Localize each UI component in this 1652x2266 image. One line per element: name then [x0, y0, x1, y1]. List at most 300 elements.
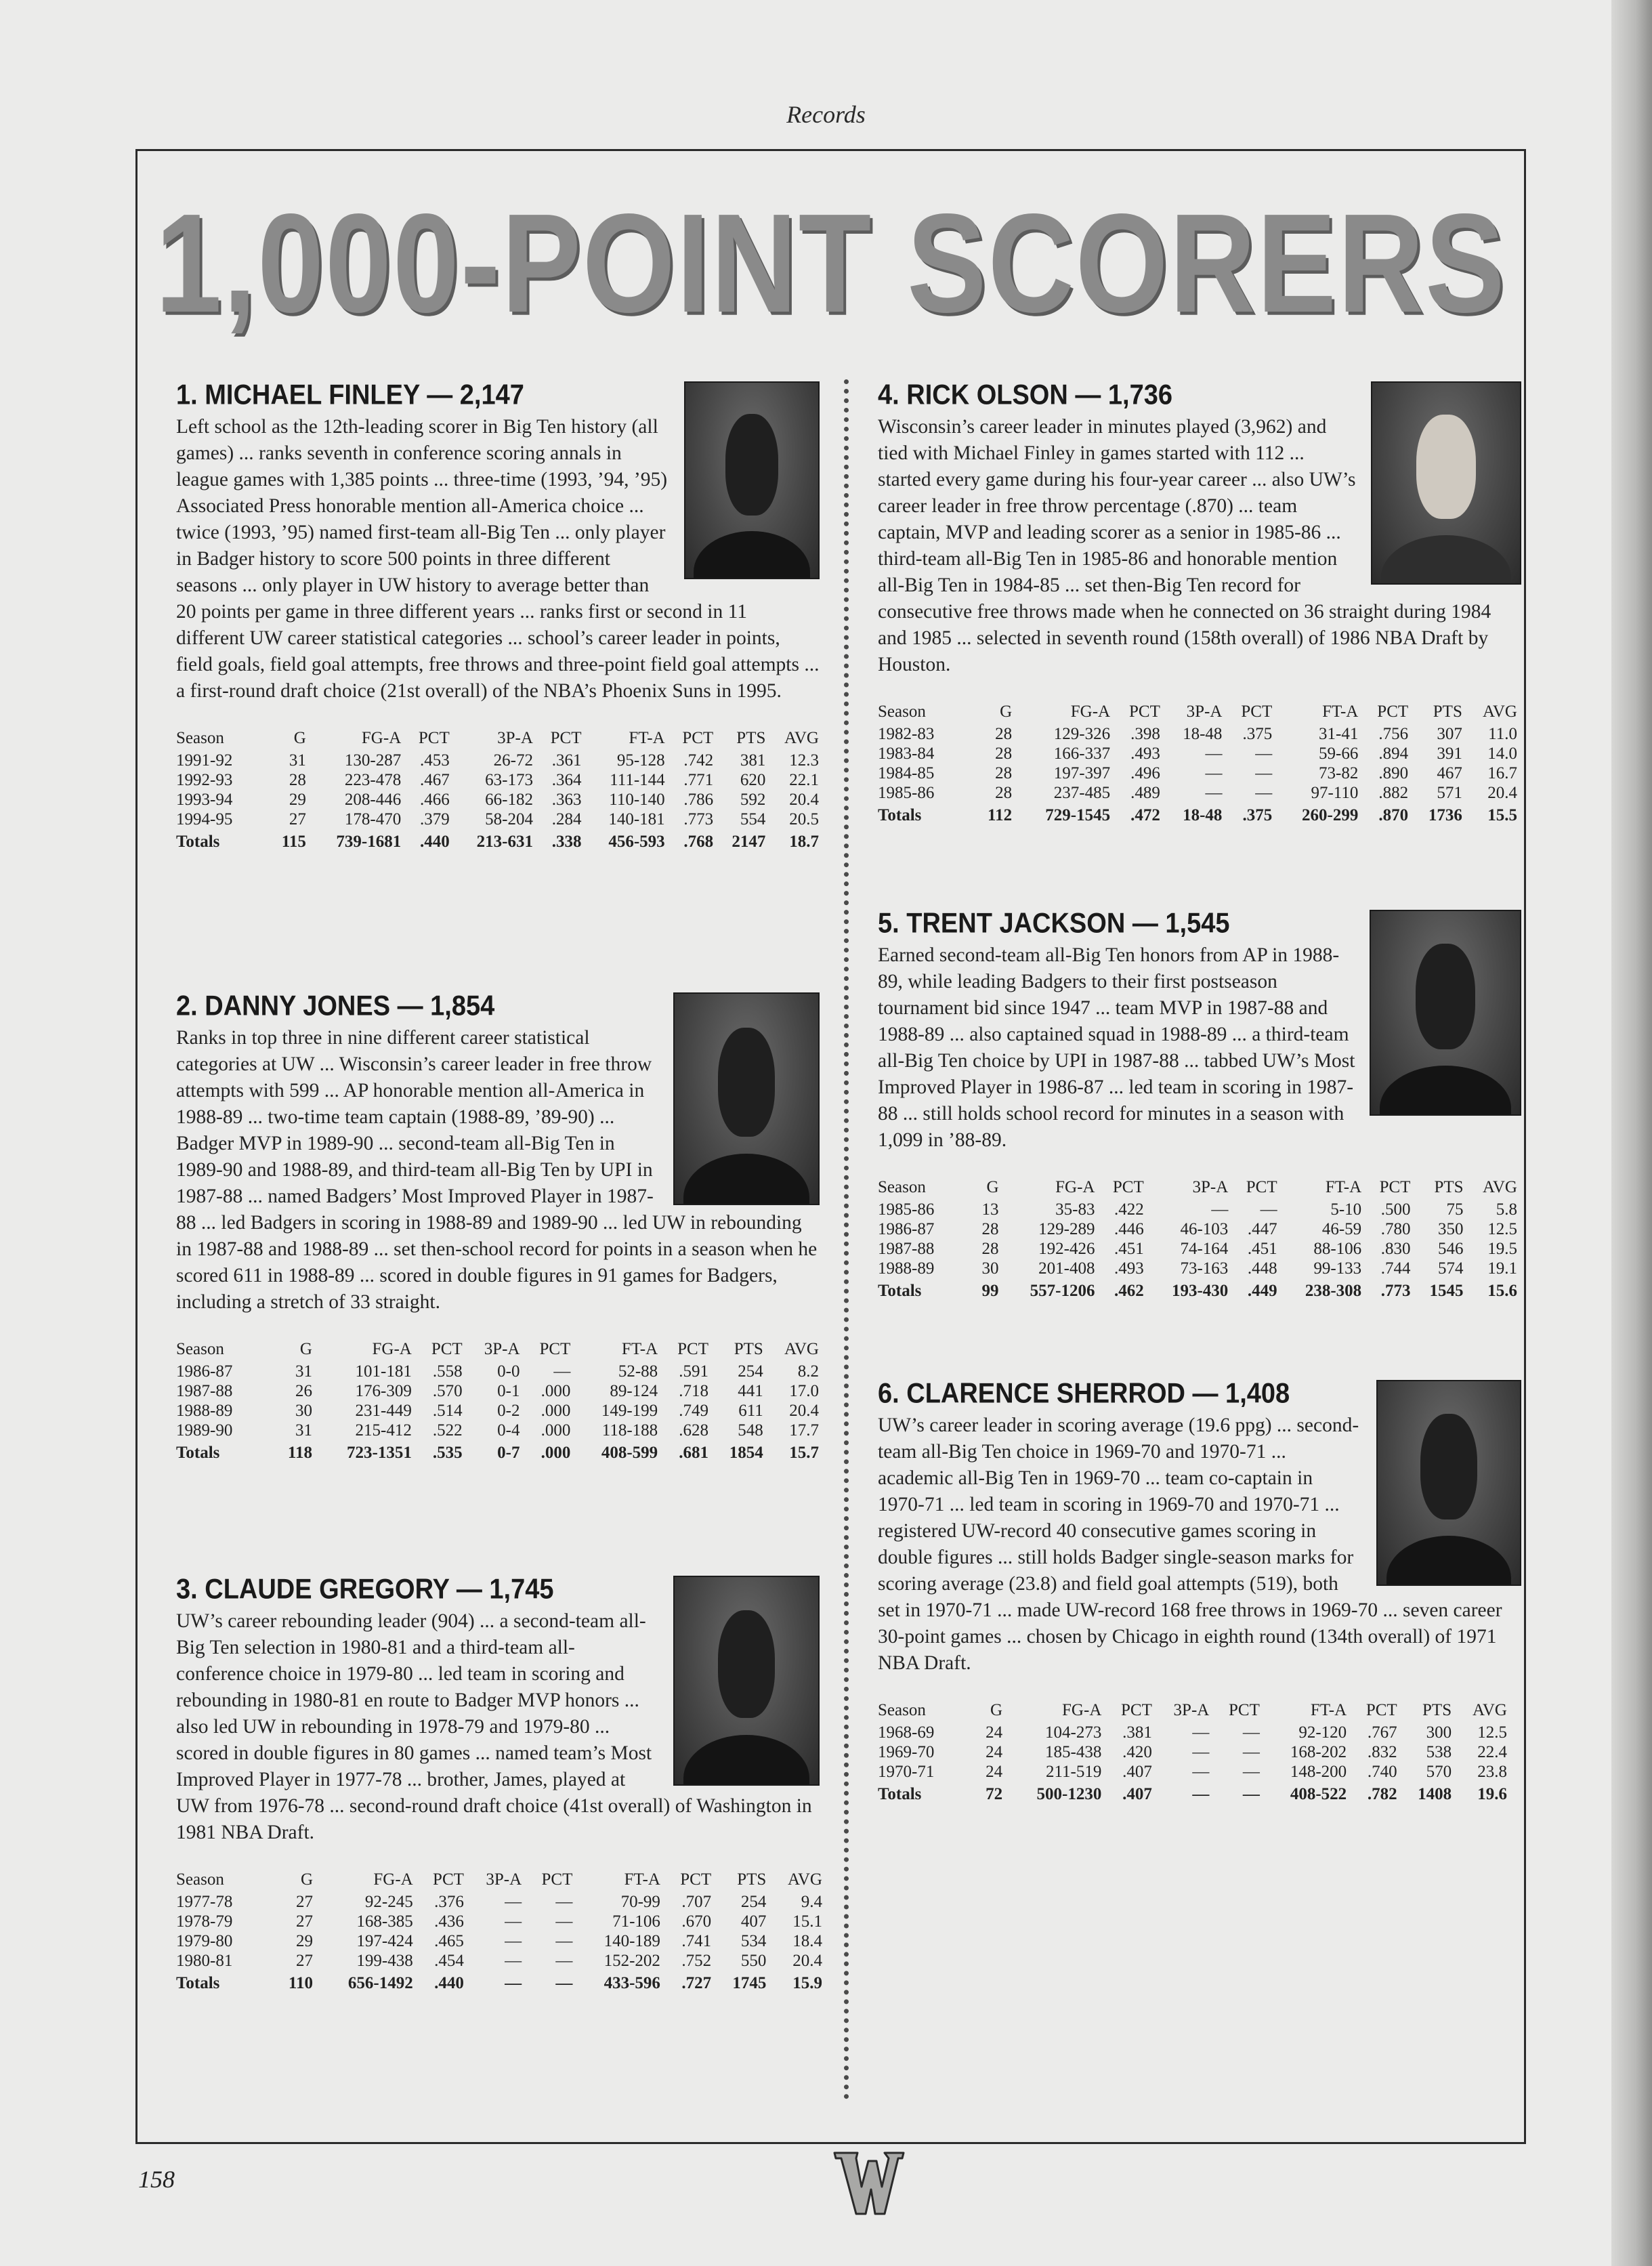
season-stats-table: [878, 1178, 1521, 1301]
stat-cell: 13: [981, 1200, 999, 1219]
column-header: Season: [878, 702, 926, 721]
stat-cell: .535: [432, 1444, 463, 1462]
stat-cell: 30: [981, 1259, 999, 1278]
stat-cell: 611: [738, 1402, 763, 1420]
stat-cell: 31: [289, 751, 306, 770]
table-row: [878, 783, 1521, 803]
stat-cell: 110-140: [609, 791, 665, 809]
stat-cell: 15.1: [792, 1912, 822, 1931]
stat-cell: .782: [1367, 1785, 1397, 1803]
stat-cell: .670: [681, 1912, 712, 1931]
stat-cell: .462: [1114, 1282, 1144, 1300]
player-entry-claude-gregory: [176, 1574, 820, 1993]
stat-cell: 254: [740, 1893, 767, 1911]
stat-cell: 1987-88: [176, 1382, 233, 1400]
player-entry-clarence-sherrod: [878, 1378, 1521, 1804]
column-header: AVG: [1483, 1178, 1517, 1196]
stat-cell: 28: [995, 744, 1013, 763]
stat-cell: 92-120: [1298, 1723, 1347, 1742]
player-bio: Earned second-team all-Big Ten honors from AP in 1988-89, while leading Badgers to their first postseason tournament bid since 1947 ... team MVP in 1987-88 and 1988-89 ... also captained squad in 1988-89 ... a third-team all-Big Ten choice by UPI in 1987-88 ... tabbed UW’s Most Improved Player in 1986-87 ... led team in scoring in 1987-88 ... still holds school record for minutes in a season with 1,099 in ’88-89.: [878, 944, 1355, 1151]
column-header: FT-A: [621, 1340, 658, 1358]
stat-cell: 27: [289, 810, 306, 828]
stat-cell: 1736: [1428, 806, 1462, 824]
column-header: PCT: [418, 729, 450, 747]
stat-cell: 1545: [1429, 1282, 1464, 1300]
page-edge-shadow: [1611, 0, 1652, 2266]
column-header: PCT: [1365, 1701, 1397, 1719]
stat-cell: .407: [1122, 1763, 1152, 1781]
stat-cell: 28: [995, 764, 1013, 782]
stat-cell: 408-522: [1290, 1785, 1347, 1803]
stat-cell: .451: [1247, 1240, 1277, 1258]
headshot-trent-jackson: [1370, 910, 1521, 1116]
stat-cell: 118-188: [601, 1421, 658, 1440]
column-header: PCT: [1121, 1701, 1152, 1719]
stat-cell: 15.6: [1487, 1282, 1517, 1300]
stat-cell: 14.0: [1487, 744, 1517, 763]
stat-cell: 18-48: [1183, 725, 1223, 743]
stat-cell: 1969-70: [878, 1743, 935, 1761]
column-header: Season: [176, 729, 224, 747]
stat-cell: .338: [551, 833, 582, 851]
stats-header-row: [176, 1340, 823, 1362]
season-stats-table: [176, 1340, 823, 1463]
stat-cell: .742: [683, 751, 714, 770]
player-entry-rick-olson: [878, 379, 1521, 825]
stats-header-row: [878, 1178, 1521, 1200]
column-header: PCT: [550, 729, 582, 747]
stat-cell: 0-4: [497, 1421, 520, 1440]
column-header: PCT: [1129, 702, 1160, 721]
stat-cell: .727: [681, 1974, 712, 1992]
stat-cell: 88-106: [1313, 1240, 1362, 1258]
stat-cell: 17.7: [789, 1421, 819, 1440]
stat-cell: 97-110: [1311, 784, 1359, 802]
stat-cell: 5.8: [1496, 1200, 1517, 1219]
column-header: PCT: [539, 1340, 571, 1358]
stat-cell: 1970-71: [878, 1763, 935, 1781]
stat-cell: 1977-78: [176, 1893, 233, 1911]
stat-cell: 467: [1437, 764, 1462, 782]
column-header: PCT: [1246, 1178, 1277, 1196]
column-header: 3P-A: [497, 729, 533, 747]
column-header: PCT: [1241, 702, 1273, 721]
stat-cell: 1987-88: [878, 1240, 935, 1258]
column-header: PTS: [736, 729, 766, 747]
stat-cell: 29: [296, 1932, 314, 1950]
stat-cell: 1968-69: [878, 1723, 935, 1742]
column-header: PCT: [1112, 1178, 1144, 1196]
stat-cell: .773: [1380, 1282, 1411, 1300]
table-row: [176, 810, 823, 829]
stat-cell: Totals: [878, 1785, 922, 1803]
column-header: G: [990, 1701, 1003, 1719]
column-header: AVG: [788, 1870, 822, 1889]
stat-cell: .570: [432, 1382, 463, 1400]
stat-cell: .882: [1378, 784, 1409, 802]
stat-cell: Totals: [176, 1444, 220, 1462]
stat-cell: Totals: [878, 1282, 922, 1300]
stat-cell: 300: [1426, 1723, 1452, 1742]
running-head: Records: [786, 101, 866, 128]
stat-cell: 89-124: [610, 1382, 658, 1400]
column-header: PTS: [1433, 702, 1462, 721]
stat-cell: —: [1192, 1785, 1210, 1803]
column-header: PCT: [677, 1340, 708, 1358]
stat-cell: 15.7: [789, 1444, 819, 1462]
stat-cell: .628: [679, 1421, 708, 1440]
stat-cell: .894: [1378, 744, 1409, 763]
stat-cell: 20.4: [1487, 784, 1517, 802]
column-header: FG-A: [372, 1340, 412, 1358]
stats-header-row: [176, 729, 823, 751]
stat-cell: Totals: [176, 833, 220, 851]
stat-cell: .558: [432, 1362, 463, 1381]
stat-cell: 441: [738, 1382, 763, 1400]
table-row: [176, 1381, 823, 1401]
stat-cell: 723-1351: [347, 1444, 412, 1462]
column-header: G: [986, 1178, 999, 1196]
stat-cell: 19.5: [1487, 1240, 1517, 1258]
stats-header-row: [878, 702, 1521, 724]
stat-cell: 407: [740, 1912, 767, 1931]
stat-cell: 201-408: [1038, 1259, 1095, 1278]
stat-cell: 20.5: [789, 810, 819, 828]
stat-cell: 178-470: [344, 810, 402, 828]
stat-cell: 30: [295, 1402, 312, 1420]
stat-cell: 99: [981, 1282, 999, 1300]
stat-cell: 17.0: [789, 1382, 819, 1400]
stat-cell: 46-103: [1180, 1220, 1229, 1238]
stat-cell: .364: [551, 771, 582, 789]
column-header: AVG: [1473, 1701, 1507, 1719]
stat-cell: 26: [295, 1382, 312, 1400]
stat-cell: 28: [981, 1240, 999, 1258]
stat-cell: 1992-93: [176, 771, 233, 789]
stat-cell: 199-438: [356, 1952, 413, 1970]
column-header: FG-A: [1070, 702, 1111, 721]
table-row: [176, 1401, 823, 1421]
stat-cell: .591: [679, 1362, 708, 1381]
stat-cell: 18.4: [792, 1932, 822, 1950]
stat-cell: 73-82: [1319, 764, 1359, 782]
stat-cell: —: [555, 1893, 573, 1911]
stat-cell: 215-412: [355, 1421, 412, 1440]
stat-cell: 24: [986, 1763, 1003, 1781]
stat-cell: .752: [681, 1952, 712, 1970]
column-header: FG-A: [361, 729, 402, 747]
stat-cell: .707: [681, 1893, 712, 1911]
stat-cell: .500: [1380, 1200, 1411, 1219]
stat-cell: 534: [740, 1932, 767, 1950]
stat-cell: 70-99: [620, 1893, 660, 1911]
stat-cell: 115: [281, 833, 306, 851]
stat-cell: 66-182: [485, 791, 533, 809]
stat-cell: .681: [679, 1444, 708, 1462]
stat-cell: 46-59: [1321, 1220, 1362, 1238]
column-header: Season: [176, 1870, 224, 1889]
stat-cell: .768: [683, 833, 714, 851]
stat-cell: 456-593: [608, 833, 665, 851]
stat-cell: 73-163: [1180, 1259, 1229, 1278]
stat-cell: 307: [1437, 725, 1462, 743]
column-header: FT-A: [624, 1870, 660, 1889]
table-row: [176, 751, 823, 770]
stat-cell: 23.8: [1477, 1763, 1507, 1781]
stat-cell: 27: [296, 1893, 314, 1911]
stat-cell: .000: [541, 1382, 571, 1400]
stat-cell: —: [1260, 1200, 1277, 1219]
stat-cell: .398: [1130, 725, 1160, 743]
stat-cell: 168-202: [1290, 1743, 1347, 1761]
stat-cell: 223-478: [344, 771, 402, 789]
stat-cell: 571: [1437, 784, 1462, 802]
player-bio: Ranks in top three in nine different career statistical categories at UW ... Wisconsin’s career leader in free throw attempts with 599 ... AP honorable mention all-America in 1988-89 ... two-time team captain (1988-89, ’89-90) ... Badger MVP in 1989-90 ... second-team all-Big Ten in 1989-90 and 1988-89, and third-team all-Big Ten by UPI in 1987-88 ... named Badgers’ Most Improved Player in 1987-88 ... led Badgers in scoring in 1988-89 and 1989-90 ... led UW in rebounding in 1987-88 and 1988-89 ... set then-school record for points in a season when he scored 611 in 1988-89 ... scored in double figures in 91 games for Badgers, including a stretch of 33 straight.: [176, 1027, 818, 1313]
stat-cell: .465: [434, 1932, 464, 1950]
player-bio: UW’s career leader in scoring average (19.6 ppg) ... second-team all-Big Ten choice in 1969-70 and 1970-71 ... academic all-Big Ten in 1969-70 ... team co-captain in 1970-71 ... led team in scoring in 1969-70 and 1970-71 ... registered UW-record 40 consecutive games scoring in double figures ... still holds Badger single-season marks for scoring average (23.8) and field goal attempts (519), both set in 1970-71 ... made UW-record 168 free throws in 1969-70 ... seven career 30-point games ... chosen by Chicago in eighth round (134th overall) of 1971 NBA Draft.: [878, 1414, 1502, 1674]
stat-cell: 26-72: [493, 751, 533, 770]
stat-cell: .489: [1130, 784, 1160, 802]
table-row: [878, 763, 1521, 783]
stat-cell: 0-0: [497, 1362, 520, 1381]
stat-cell: 35-83: [1055, 1200, 1095, 1219]
stats-header-row: [176, 1870, 826, 1892]
stat-cell: .407: [1122, 1785, 1152, 1803]
stat-cell: 140-181: [608, 810, 665, 828]
column-header: Season: [176, 1340, 224, 1358]
stat-cell: —: [1255, 764, 1273, 782]
player-bio: Wisconsin’s career leader in minutes played (3,962) and tied with Michael Finley in games started with 112 ... started every game during his four-year career ... also UW’s career leader in free throw percentage (.870) ... team captain, MVP and leading scorer as a senior in 1985-86 ... third-team all-Big Ten in 1985-86 and honorable mention all-Big Ten in 1984-85 ... set then-Big Ten record for consecutive free throws made when he connected on 36 straight during 1984 and 1985 ... selected in seventh round (158th overall) of 1986 NBA Draft by Houston.: [878, 416, 1491, 675]
stat-cell: —: [1205, 764, 1223, 782]
stats-totals-row: [176, 829, 823, 852]
stat-cell: .466: [420, 791, 450, 809]
stat-cell: 31-41: [1319, 725, 1359, 743]
stat-cell: —: [555, 1974, 573, 1992]
season-stats-table: [176, 1870, 826, 1993]
table-row: [176, 790, 823, 810]
stat-cell: —: [1242, 1785, 1260, 1803]
stat-cell: .379: [420, 810, 450, 828]
stat-cell: 260-299: [1302, 806, 1359, 824]
player-entry-trent-jackson: [878, 908, 1521, 1301]
stat-cell: .870: [1378, 806, 1409, 824]
column-header: G: [300, 1870, 314, 1889]
stat-cell: 12.3: [789, 751, 819, 770]
stat-cell: 231-449: [355, 1402, 412, 1420]
table-row: [878, 724, 1521, 744]
column-header: FG-A: [373, 1870, 413, 1889]
stat-cell: 27: [296, 1952, 314, 1970]
stat-cell: .381: [1122, 1723, 1152, 1742]
stat-cell: Totals: [878, 806, 922, 824]
stat-cell: 31: [295, 1421, 312, 1440]
table-row: [878, 1200, 1521, 1219]
stat-cell: 29: [289, 791, 306, 809]
stat-cell: 350: [1438, 1220, 1464, 1238]
stat-cell: .376: [434, 1893, 464, 1911]
stat-cell: 16.7: [1487, 764, 1517, 782]
stat-cell: —: [553, 1362, 571, 1381]
stat-cell: 0-1: [497, 1382, 520, 1400]
stat-cell: 59-66: [1319, 744, 1359, 763]
stat-cell: 1854: [729, 1444, 763, 1462]
stat-cell: 28: [995, 784, 1013, 802]
stat-cell: .514: [432, 1402, 463, 1420]
stat-cell: 620: [740, 771, 766, 789]
column-header: 3P-A: [486, 1870, 522, 1889]
column-header: 3P-A: [1192, 1178, 1229, 1196]
stat-cell: 11.0: [1488, 725, 1517, 743]
stat-cell: 74-164: [1180, 1240, 1229, 1258]
column-header: FG-A: [1062, 1701, 1102, 1719]
stat-cell: 211-519: [1045, 1763, 1102, 1781]
season-stats-table: [878, 1701, 1511, 1804]
stat-cell: .449: [1247, 1282, 1277, 1300]
stat-cell: 9.4: [801, 1893, 822, 1911]
column-header: PCT: [433, 1870, 464, 1889]
player-bio: UW’s career rebounding leader (904) ... a second-team all-Big Ten selection in 1980-81 and a third-team all-conference choice in 1979-80 ... led team in scoring and rebounding in 1980-81 en route to Badger MVP honors ... also led UW in rebounding in 1978-79 and 1979-80 ... scored in double figures in 80 games ... named team’s Most Improved Player in 1977-78 ... brother, James, played at UW from 1976-78 ... second-round draft choice (41st overall) of Washington in 1981 NBA Draft.: [176, 1610, 812, 1843]
table-row: [878, 1723, 1511, 1742]
stat-cell: 176-309: [355, 1382, 412, 1400]
stat-cell: 15.5: [1487, 806, 1517, 824]
stat-cell: 2147: [732, 833, 766, 851]
stat-cell: 1408: [1418, 1785, 1452, 1803]
stat-cell: 381: [740, 751, 766, 770]
stat-cell: 1986-87: [878, 1220, 935, 1238]
stat-cell: 22.1: [789, 771, 819, 789]
stat-cell: .446: [1114, 1220, 1144, 1238]
stat-cell: 20.4: [789, 791, 819, 809]
stat-cell: 254: [738, 1362, 763, 1381]
column-header: 3P-A: [484, 1340, 520, 1358]
stat-cell: 433-596: [603, 1974, 660, 1992]
stat-cell: .000: [541, 1444, 571, 1462]
stat-cell: 1994-95: [176, 810, 233, 828]
table-row: [878, 1219, 1521, 1239]
stat-cell: 193-430: [1171, 1282, 1229, 1300]
stat-cell: 1978-79: [176, 1912, 233, 1931]
stat-cell: 548: [738, 1421, 763, 1440]
stat-cell: 99-133: [1313, 1259, 1362, 1278]
player-entry-danny-jones: [176, 990, 820, 1463]
stat-cell: 0-2: [497, 1402, 520, 1420]
table-row: [176, 1931, 826, 1951]
stat-cell: 185-438: [1045, 1743, 1102, 1761]
stat-cell: —: [505, 1932, 522, 1950]
column-header: PCT: [682, 729, 714, 747]
stat-cell: 574: [1438, 1259, 1464, 1278]
column-header: PCT: [541, 1870, 573, 1889]
table-row: [878, 1762, 1511, 1782]
stat-cell: 1989-90: [176, 1421, 233, 1440]
stat-cell: 12.5: [1487, 1220, 1517, 1238]
stats-totals-row: [878, 803, 1521, 825]
stat-cell: 19.6: [1477, 1785, 1507, 1803]
stat-cell: 28: [981, 1220, 999, 1238]
stat-cell: 52-88: [618, 1362, 658, 1381]
stat-cell: 197-397: [1053, 764, 1111, 782]
stat-cell: .375: [1242, 806, 1273, 824]
column-header: 3P-A: [1186, 702, 1223, 721]
stat-cell: 1745: [732, 1974, 767, 1992]
stat-cell: 213-631: [476, 833, 533, 851]
stat-cell: .440: [434, 1974, 464, 1992]
stat-cell: .496: [1130, 764, 1160, 782]
stat-cell: .451: [1114, 1240, 1144, 1258]
stat-cell: 15.9: [792, 1974, 822, 1992]
stat-cell: 31: [295, 1362, 312, 1381]
player-heading: 5. TRENT JACKSON — 1,545: [878, 908, 1230, 940]
stat-cell: 168-385: [356, 1912, 413, 1931]
stat-cell: —: [555, 1932, 573, 1950]
stat-cell: .375: [1242, 725, 1273, 743]
season-stats-table: [176, 729, 823, 852]
stat-cell: 8.2: [797, 1362, 819, 1381]
stat-cell: —: [505, 1893, 522, 1911]
player-heading: 3. CLAUDE GREGORY — 1,745: [176, 1574, 554, 1606]
stat-cell: 118: [287, 1444, 312, 1462]
stat-cell: 129-326: [1053, 725, 1111, 743]
stat-cell: —: [505, 1974, 522, 1992]
season-stats-table: [878, 702, 1521, 825]
column-header: Season: [878, 1701, 926, 1719]
table-row: [176, 1912, 826, 1931]
stat-cell: 1980-81: [176, 1952, 233, 1970]
stat-cell: 71-106: [612, 1912, 660, 1931]
stat-cell: 110: [288, 1974, 314, 1992]
stat-cell: —: [555, 1912, 573, 1931]
stat-cell: .749: [679, 1402, 708, 1420]
stat-cell: 739-1681: [336, 833, 402, 851]
stat-cell: 130-287: [344, 751, 402, 770]
stat-cell: —: [1242, 1763, 1260, 1781]
column-header: 3P-A: [1173, 1701, 1210, 1719]
stat-cell: 500-1230: [1036, 1785, 1102, 1803]
stat-cell: .361: [551, 751, 582, 770]
stat-cell: 554: [740, 810, 766, 828]
column-header: FG-A: [1055, 1178, 1095, 1196]
stat-cell: 101-181: [355, 1362, 412, 1381]
player-heading: 4. RICK OLSON — 1,736: [878, 379, 1173, 411]
headshot-rick-olson: [1371, 381, 1521, 585]
stat-cell: 1988-89: [878, 1259, 935, 1278]
column-header: PCT: [1228, 1701, 1260, 1719]
stat-cell: .740: [1367, 1763, 1397, 1781]
column-header: PTS: [1434, 1178, 1464, 1196]
stat-cell: 1993-94: [176, 791, 233, 809]
column-header: G: [299, 1340, 312, 1358]
stat-cell: .000: [541, 1402, 571, 1420]
column-header: FT-A: [1325, 1178, 1362, 1196]
stat-cell: 148-200: [1290, 1763, 1347, 1781]
stat-cell: .493: [1130, 744, 1160, 763]
column-header: AVG: [784, 1340, 819, 1358]
stat-cell: 408-599: [601, 1444, 658, 1462]
stat-cell: .741: [681, 1932, 712, 1950]
stat-cell: 546: [1438, 1240, 1464, 1258]
stat-cell: 238-308: [1305, 1282, 1362, 1300]
motion-w-logo: [832, 2147, 906, 2219]
table-row: [176, 1951, 826, 1971]
stat-cell: 19.1: [1487, 1259, 1517, 1278]
headshot-michael-finley: [684, 381, 820, 579]
stat-cell: 18-48: [1183, 806, 1223, 824]
stat-cell: 1988-89: [176, 1402, 233, 1420]
stat-cell: .522: [432, 1421, 463, 1440]
stat-cell: 557-1206: [1030, 1282, 1095, 1300]
stat-cell: .767: [1367, 1723, 1397, 1742]
stat-cell: 104-273: [1045, 1723, 1102, 1742]
